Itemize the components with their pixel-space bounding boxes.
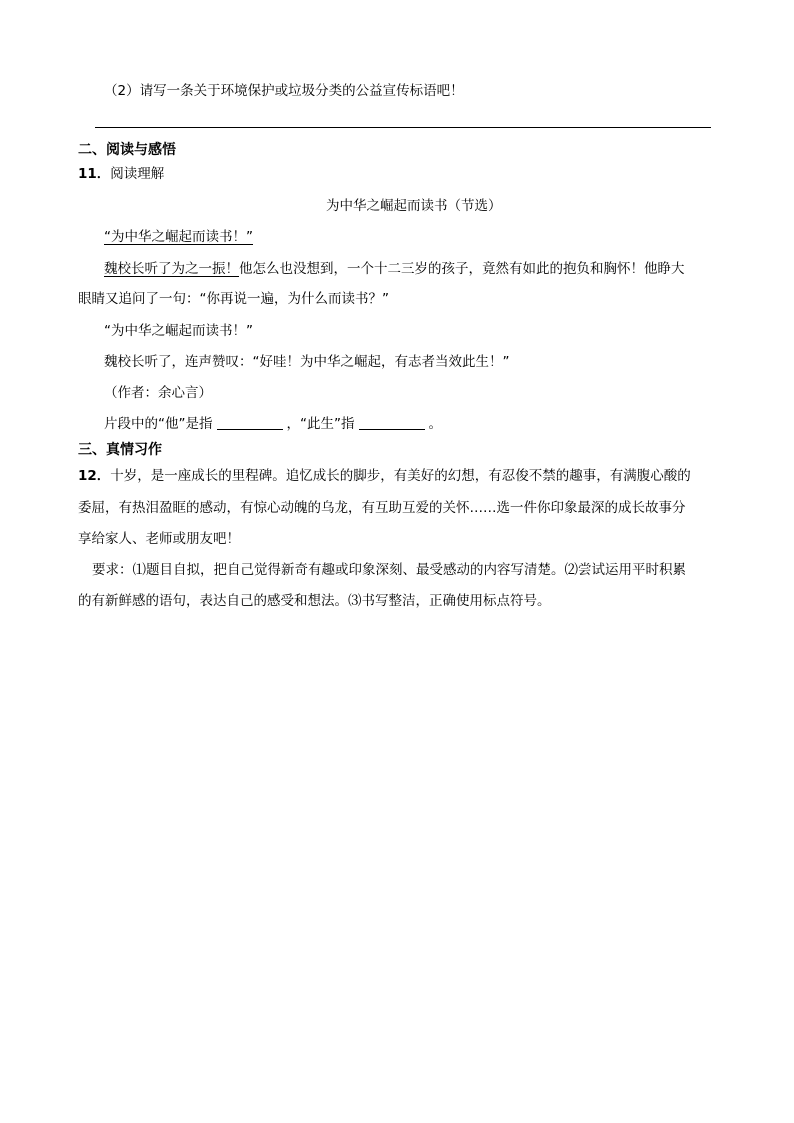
question-11 [78,163,164,185]
question-end: 。 [428,416,442,432]
passage-paragraph-2 [104,258,685,280]
question-12-number: 12． [78,468,111,484]
passage-title: 为中华之崛起而读书（节选） [326,198,502,214]
requirements-line-1: 要求：⑴题目自拟，把自己觉得新奇有趣或印象深刻、最受感动的内容写清楚。⑵尝试运用平时积累 [92,562,686,578]
question-12-line-1 [78,465,691,487]
question-11-text: 阅读理解 [110,166,165,182]
blank-2[interactable] [359,415,425,430]
requirements-line-2: 的有新鲜感的语句，表达自己的感受和想法。⑶书写整洁，正确使用标点符号。 [78,593,551,609]
underlined-sentence: 魏校长听了为之一振！ [104,261,239,277]
question-12-text: 十岁，是一座成长的里程碑。追忆成长的脚步，有美好的幻想，有忍俊不禁的趣事，有满腹心酸的 [110,468,691,484]
passage-paragraph-1: “为中华之崛起而读书！” [104,229,253,245]
passage-author: （作者：余心言） [104,385,212,401]
passage-paragraph-2-rest: 他怎么也没想到，一个十二三岁的孩子，竟然有如此的抱负和胸怀！他睁大 [239,261,685,277]
section-2-title: 二、阅读与感悟 [78,142,176,158]
question-12-line-3: 享给家人、老师或朋友吧！ [78,531,240,547]
passage-question [104,413,442,435]
question-part-2: ，“此生”指 [286,416,355,432]
answer-line[interactable] [95,127,711,128]
question-part-1: 片段中的“他”是指 [104,416,213,432]
blank-1[interactable] [217,415,283,430]
passage-paragraph-3: “为中华之崛起而读书！” [104,323,253,339]
passage-paragraph-4: 魏校长听了，连声赞叹：“好哇！为中华之崛起，有志者当效此生！” [104,354,510,370]
question-11-number: 11． [78,166,111,182]
q10-part2-prompt: （2）请写一条关于环境保护或垃圾分类的公益宣传标语吧！ [104,83,464,99]
question-12-line-2: 委屈，有热泪盈眶的感动，有惊心动魄的乌龙，有互助互爱的关怀……选一件你印象最深的成长故事分 [78,500,686,516]
section-3-title: 三、真情习作 [78,442,162,458]
passage-paragraph-2-line-2: 眼睛又追问了一句：“你再说一遍，为什么而读书？” [78,291,389,307]
